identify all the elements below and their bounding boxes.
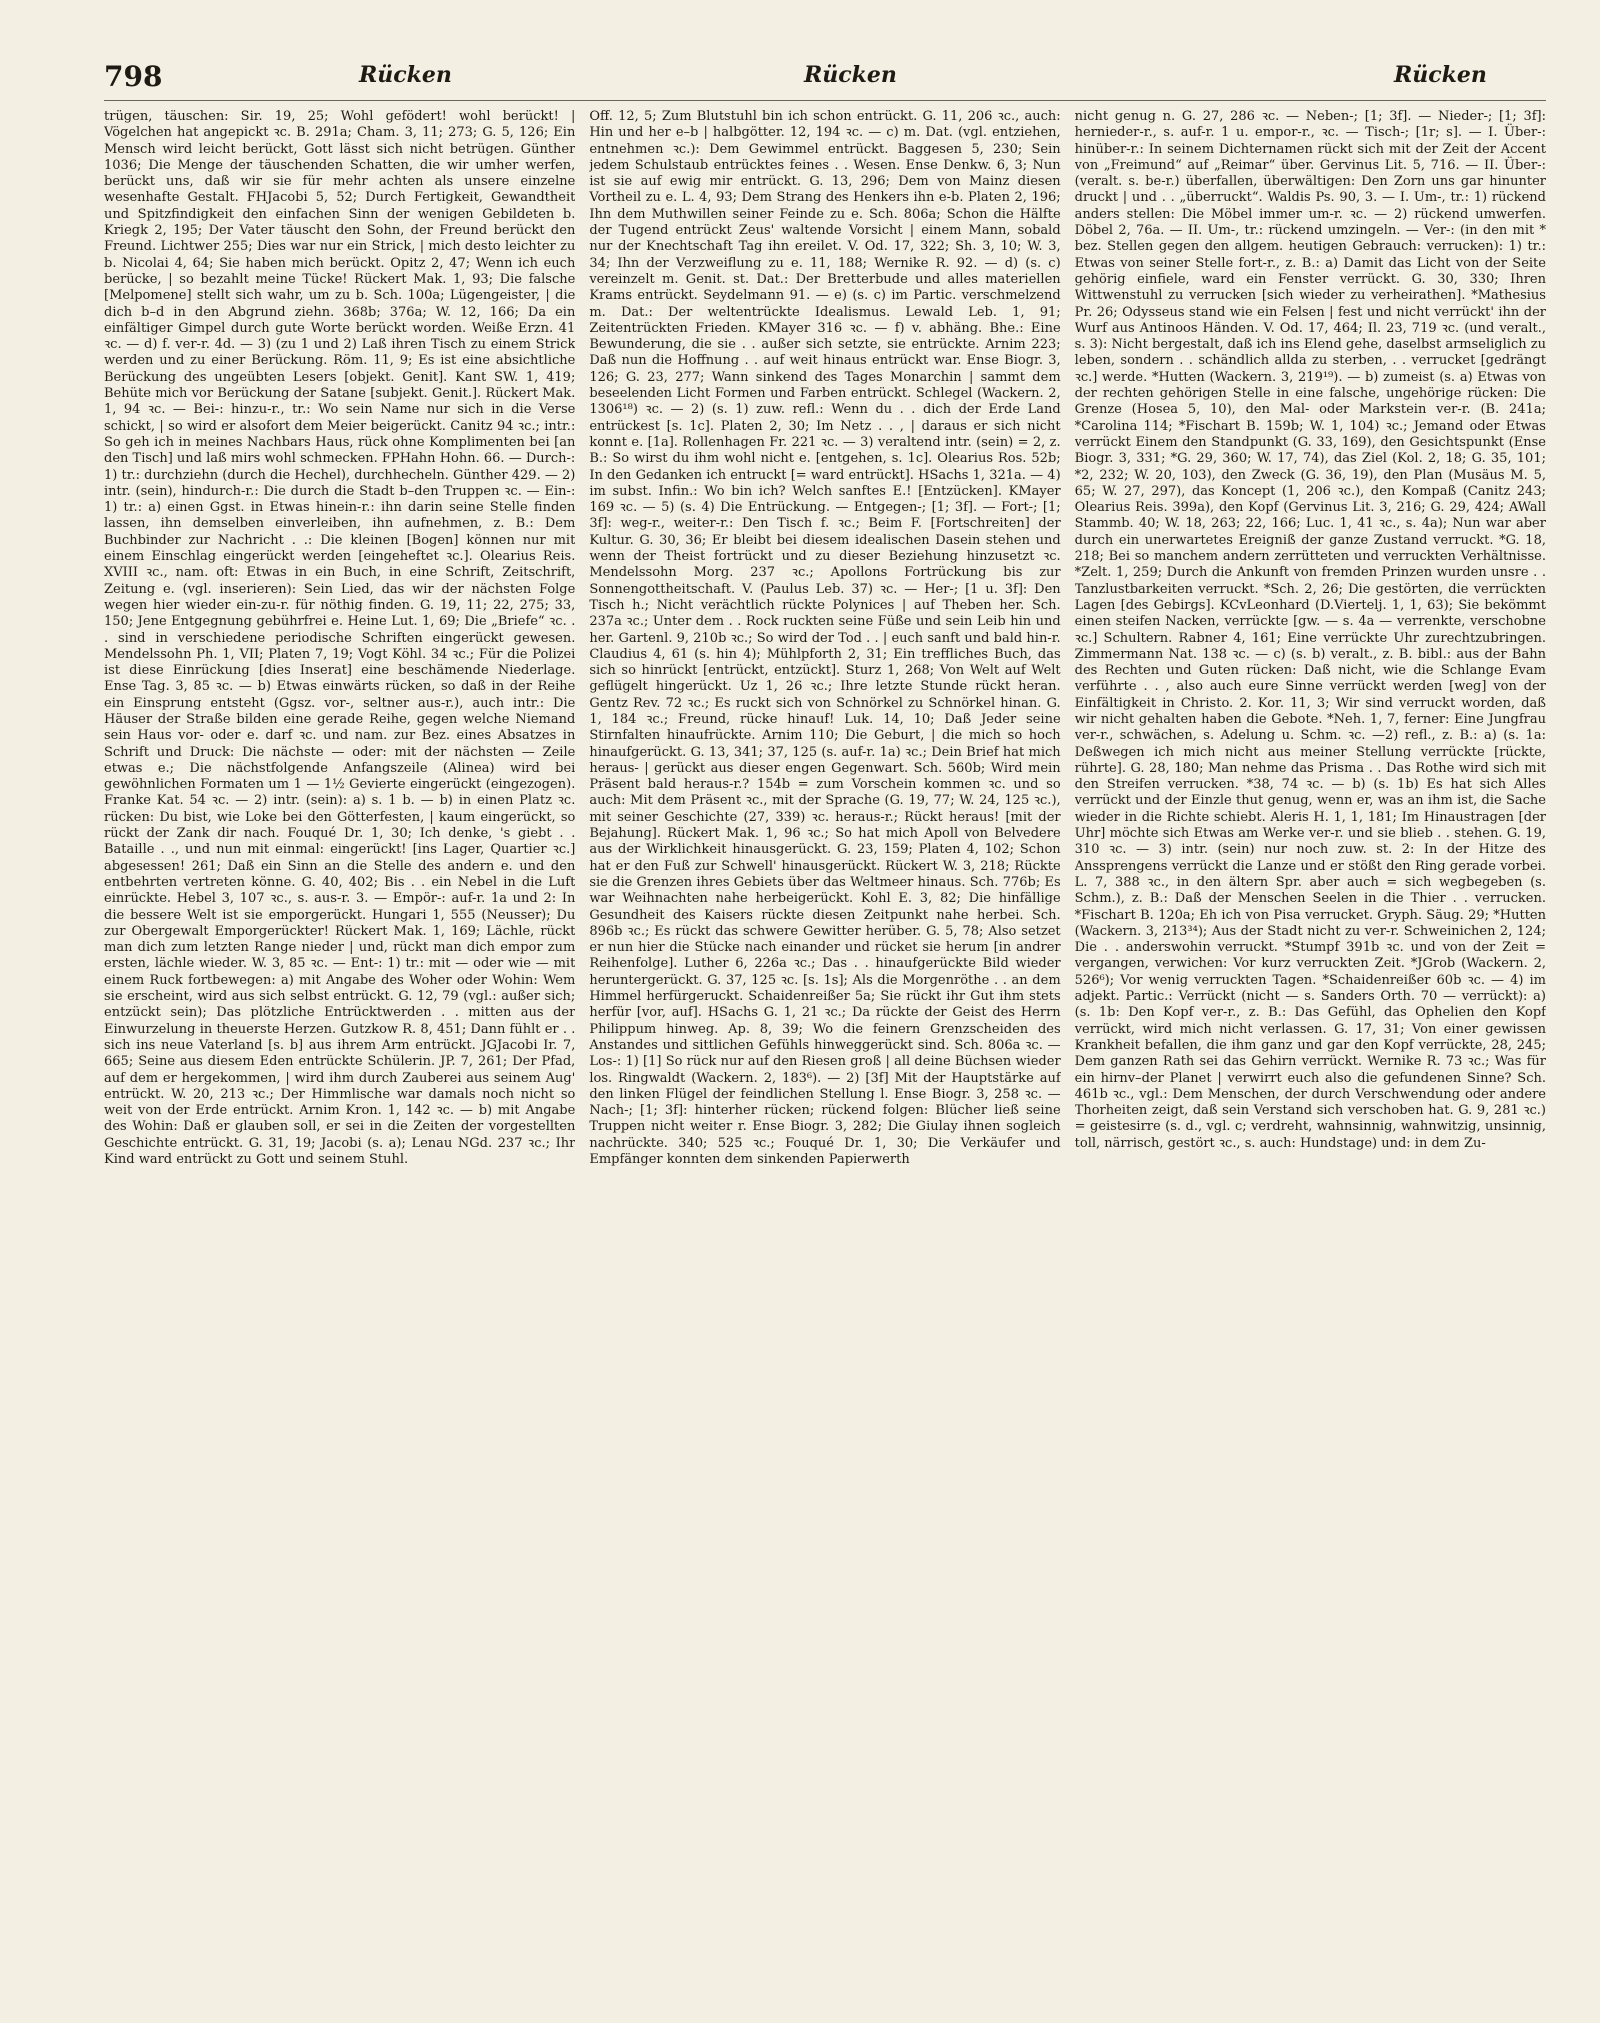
column-left-text: trügen, täuschen: Sir. 19, 25; Wohl gefödert! wohl berückt! | Vögelchen hat angepickt ꝛc. B. 291a; Cham. 3, 11; 273; G. 5, 126; Ein Mensch wird leicht berückt, Gott lässt sich nicht betrügen. Günther 1036; Die Menge der täuschenden Schatten, die wir umher werfen, berückt uns, daß wir sie für mehr achten als unsere einzelne wesenhafte Gestalt. FHJacobi 5, 52; Durch Fertigkeit, Gewandtheit und Spitzfindigkeit den einfachen Sinn der wenigen Gebildeten b. Kriegk 2, 195; Der Vater täuscht den Sohn, der Freund berückt den Freund. Lichtwer 255; Dies war nur ein Strick, | mich desto leichter zu b. Nicolai 4, 64; Sie haben mich berückt. Opitz 2, 47; Wenn ich euch berücke, | so bezahlt meine Tücke! Rückert Mak. 1, 93; Die falsche [Melpomene] stellt sich wahr, um zu b. Sch. 100a; Lügengeister, | die dich b–d in den Abgrund ziehn. 368b; 376a; W. 12, 166; Da ein einfältiger Gimpel durch gute Worte berückt worden. Weiße Erzn. 41 ꝛc. — d) f. ver-r. 4d. — 3) (zu 1 und 2) Laß ihren Tisch zu einem Strick werden und zu einer Berückung. Röm. 11, 9; Es ist eine absichtliche Berückung des ungeübten Lesers [objekt. Genit]. Kant SW. 1, 419; Behüte mich vor Berückung der Satane [subjekt. Genit.]. Rückert Mak. 1, 94 ꝛc. — Bei-: hinzu-r., tr.: Wo sein Name nur sich in die Verse schickt, | so wird er alsofort dem Meier beigerückt. Canitz 94 ꝛc.; intr.: So geh ich in meines Nachbars Haus, rück ohne Komplimenten bei [an den Tisch] und laß mirs wohl schmecken. FPHahn Hohn. 66. — Durch-: 1) tr.: durchziehn (durch die Hechel), durchhecheln. Günther 429. — 2) intr. (sein), hindurch-r.: Die durch die Stadt b–den Truppen ꝛc. — Ein-: 1) tr.: a) einen Ggst. in Etwas hinein-r.: ihn darin seine Stelle finden lassen, ihn demselben einverleiben, ihn aufnehmen, z. B.: Dem Buchbinder zur Nachricht . .: Die kleinen [Bogen] können nur mit einem Einschlag eingerückt werden [eingeheftet ꝛc.]. Olearius Reis. XVIII ꝛc., nam. oft: Etwas in ein Buch, in eine Schrift, Zeitschrift, Zeitung e. (vgl. inserieren): Sein Lied, das wir der nächsten Folge wegen hier wieder ein-zu-r. für nöthig finden. G. 19, 11; 22, 275; 33, 150; Jene Entgegnung gebührfrei e. Heine Lut. 1, 69; Die „Briefe“ ꝛc. . . sind in verschiedene periodische Schriften eingerückt gewesen. Mendelssohn Ph. 1, VII; Platen 7, 19; Vogt Köhl. 34 ꝛc.; Für die Polizei ist diese Einrückung [dies Inserat] eine beschämende Niederlage. Ense Tag. 3, 85 ꝛc. — b) Etwas einwärts rücken, so daß in der Reihe ein Einsprung entsteht (Ggsz. vor-, seltner aus-r.), auch intr.: Die Häuser der Straße bilden eine gerade Reihe, gegen welche Niemand sein Haus vor- oder e. darf ꝛc. und nam. zur Bez. eines Absatzes in Schrift und Druck: Die nächste — oder: mit der nächsten — Zeile etwas e.; Die nächstfolgende Anfangszeile (Alinea) wird bei gewöhnlichen Formaten um 1 — 1½ Gevierte eingerückt (eingezogen). Franke Kat. 54 ꝛc. — 2) intr. (sein): a) s. 1 b. — b) in einen Platz ꝛc. rücken: Du bist, wie Loke bei den Götterfesten, | kaum eingerückt, so rückt der Zank dir nach. Fouqué Dr. 1, 30; Ich denke, 's giebt . . Bataille . ., und nun mit einmal: eingerückt! [ins Lager, Quartier ꝛc.] abgesessen! 261; Daß ein Sinn an die Stelle des andern e. und den entbehrten vertreten könne. G. 40, 402; Bis . . ein Nebel in die Luft einrückte. Hebel 3, 107 ꝛc., s. aus-r. 3. — Empör-: auf-r. 1a und 2: In die bessere Welt ist sie emporgerückt. Hungari 1, 555 (Neusser); Du zur Obergewalt Emporgerückter! Rückert Mak. 1, 169; Lächle, rückt man dich zum letzten Range nieder | und, rückt man dich empor zum ersten, lächle wieder. W. 3, 85 ꝛc. — Ent-: 1) tr.: mit — oder wie — mit einem Ruck fortbewegen: a) mit Angabe des Woher oder Wohin: Wem sie erscheint, wird aus sich selbst entrückt. G. 12, 79 (vgl.: außer sich; entzückt sein); Das plötzliche Entrücktwerden . . mitten aus der Einwurzelung in theuerste Herzen. Gutzkow R. 8, 451; Dann fühlt er . . sich ins neue Vaterland [s. b] aus ihrem Arm entrückt. JGJacobi Ir. 7, 665; Seine aus diesem Eden entrückte Schülerin. JP. 7, 261; Der Pfad, auf dem er hergekommen, | wird ihm durch Zauberei aus seinem Aug' entrückt. W. 20, 213 ꝛc.; Der Himmlische war damals noch nicht so weit von der Erde entrückt. Arnim Kron. 1, 142 ꝛc. — b) mit Angabe des Wohin: Daß er glauben soll, er sei in die Zeiten der vorgestellten Geschichte entrückt. G. 31, 19; Jacobi (s. a); Lenau NGd. 237 ꝛc.; Ihr Kind ward entrückt zu Gott und seinem Stuhl.: [104, 109, 576, 1167]
text-columns: [104, 109, 1546, 1959]
running-head-center: Rücken: [804, 62, 897, 88]
page-number: 798: [104, 60, 163, 93]
running-head-right: Rücken: [1394, 62, 1487, 88]
running-head-left: Rücken: [359, 62, 452, 88]
column-right: [1075, 109, 1546, 1959]
column-middle-text: Off. 12, 5; Zum Blutstuhl bin ich schon entrückt. G. 11, 206 ꝛc., auch: Hin und her e–b | halbgötter. 12, 194 ꝛc. — c) m. Dat. (vgl. entziehen, entnehmen ꝛc.): Dem Gewimmel entrückt. Baggesen 5, 230; Sein jedem Schulstaub entrücktes feines . . Wesen. Ense Denkw. 6, 3; Nun ist sie auf ewig mir entrückt. G. 13, 296; Dem von Mainz diesen Vortheil zu e. L. 4, 93; Dem Strang des Henkers ihn e-b. Platen 2, 196; Ihn dem Muthwillen seiner Feinde zu e. Sch. 806a; Schon die Hälfte der Tugend entrückt Zeus' waltende Vorsicht | einem Mann, sobald nur der Knechtschaft Tag ihn ereilet. V. Od. 17, 322; Sh. 3, 10; W. 3, 34; Ihn der Verzweiflung zu e. 11, 188; Wernike R. 92. — d) (s. c) vereinzelt m. Genit. st. Dat.: Der Bretterbude und alles materiellen Krams entrückt. Seydelmann 91. — e) (s. c) im Partic. verschmelzend m. Dat.: Der weltentrückte Idealismus. Lewald Leb. 1, 91; Zeitentrückten Frieden. KMayer 316 ꝛc. — f) v. abhäng. Bhe.: Eine Bewunderung, die sie . . außer sich setzte, sie entrückte. Arnim 223; Daß nun die Hoffnung . . auf weit hinaus entrückt war. Ense Biogr. 3, 126; G. 23, 277; Wann sinkend des Tages Monarchin | sammt dem beseelenden Licht Formen und Farben entrückt. Schlegel (Wackern. 2, 1306¹⁸) ꝛc. — 2) (s. 1) zuw. refl.: Wenn du . . dich der Erde Land entrückest [s. 1c]. Platen 2, 30; Im Netz . . , | daraus er sich nicht konnt e. [1a]. Rollenhagen Fr. 221 ꝛc. — 3) veraltend intr. (sein) = 2, z. B.: So wirst du ihm wohl nicht e. [entgehen, s. 1c]. Olearius Ros. 52b; In den Gedanken ich entruckt [= ward entrückt]. HSachs 1, 321a. — 4) im subst. Infin.: Wo bin ich? Welch sanftes E.! [Entzücken]. KMayer 169 ꝛc. — 5) (s. 4) Die Entrückung. — Entgegen-; [1; 3f]. — Fort-; [1; 3f]: weg-r., weiter-r.: Den Tisch f. ꝛc.; Beim F. [Fortschreiten] der Kultur. G. 30, 36; Er bleibt bei diesem idealischen Dasein stehen und wenn der Theist fortrückt und zu dieser Beziehung hinzusetzt ꝛc. Mendelssohn Morg. 237 ꝛc.; Apollons Fortrückung bis zur Sonnengottheitschaft. V. (Paulus Leb. 37) ꝛc. — Her-; [1 u. 3f]: Den Tisch h.; Nicht verächtlich rückte Polynices | auf Theben her. Sch. 237a ꝛc.; Unter dem . . Rock ruckten seine Füße und sein Leib hin und her. Gartenl. 9, 210b ꝛc.; So wird der Tod . . | euch sanft und bald hin-r. Claudius 4, 61 (s. hin 4); Mühlpforth 2, 31; Ein treffliches Buch, das sich so hinrückt [entrückt, entzückt]. Sturz 1, 268; Von Welt auf Welt geflügelt hingerückt. Uz 1, 26 ꝛc.; Ihre letzte Stunde rückt heran. Gentz Rev. 72 ꝛc.; Es ruckt sich von Schnörkel zu Schnörkel hinan. G. 1, 184 ꝛc.; Freund, rücke hinauf! Luk. 14, 10; Daß Jeder seine Stirnfalten hinaufrückte. Arnim 110; Die Geburt, | die mich so hoch hinaufgerückt. G. 13, 341; 37, 125 (s. auf-r. 1a) ꝛc.; Dein Brief hat mich heraus- | gerückt aus dieser engen Gegenwart. Sch. 560b; Wird mein Präsent bald heraus-r.? 154b = zum Vorschein kommen ꝛc. und so auch: Mit dem Präsent ꝛc., mit der Sprache (G. 19, 77; W. 24, 125 ꝛc.), mit seiner Geschichte (27, 339) ꝛc. heraus-r.; Rückt heraus! [mit der Bejahung]. Rückert Mak. 1, 96 ꝛc.; So hat mich Apoll von Belvedere aus der Wirklichkeit hinausgerückt. G. 23, 159; Platen 4, 102; Schon hat er den Fuß zur Schwell' hinausgerückt. Rückert W. 3, 218; Rückte sie die Grenzen ihres Gebiets über das Weltmeer hinaus. Sch. 776b; Es war Weihnachten nahe herbeigerückt. Kohl E. 3, 82; Die hinfällige Gesundheit des Kaisers rückte diesen Zeitpunkt nahe herbei. Sch. 896b ꝛc.; Es rückt das schwere Gewitter herüber. G. 5, 78; Also setzet er nun hier die Stücke nach einander und rücket sie herum [in andrer Reihenfolge]. Luther 6, 226a ꝛc.; Das . . hinaufgerückte Bild wieder heruntergerückt. G. 37, 125 ꝛc. [s. 1s]; Als die Morgenröthe . . an dem Himmel herfürgeruckt. Schaidenreißer 5a; Sie rückt ihr Gut ihm stets herfür [vor, auf]. HSachs G. 1, 21 ꝛc.; Da rückte der Geist des Herrn Philippum hinweg. Ap. 8, 39; Wo die feinern Grenzscheiden des Anstandes und sittlichen Gefühls hinweggerückt sind. Sch. 806a ꝛc. — Los-: 1) [1] So rück nur auf den Riesen groß | all deine Büchsen wieder los. Ringwaldt (Wackern. 2, 183⁶). — 2) [3f] Mit der Hauptstärke auf den linken Flügel der feindlichen Stellung l. Ense Biogr. 3, 258 ꝛc. — Nach-; [1; 3f]: hinterher rücken; rückend folgen: Blücher ließ seine Truppen nicht weiter r. Ense Biogr. 3, 282; Die Giulay ihnen sogleich nachrückte. 340; 525 ꝛc.; Fouqué Dr. 1, 30; Die Verkäufer und Empfänger konnten dem sinkenden Papierwerth: [589, 109, 1061, 1167]
column-right-text: nicht genug n. G. 27, 286 ꝛc. — Neben-; [1; 3f]. — Nieder-; [1; 3f]: hernieder-r., s. auf-r. 1 u. empor-r., ꝛc. — Tisch-; [1r; s]. — I. Über-: hinüber-r.: In seinem Dichternamen rückt sich mit der Zeit der Accent von „Freimund“ auf „Reimar“ über. Gervinus Lit. 5, 716. — II. Über-: (veralt. s. be-r.) überfallen, überwältigen: Den Zorn uns gar hinunter druckt | und . . „überruckt“. Waldis Ps. 90, 3. — I. Um-, tr.: 1) rückend anders stellen: Die Möbel immer um-r. ꝛc. — 2) rückend umwerfen. Döbel 2, 76a. — II. Um-, tr.: rückend umzingeln. — Ver-: (in den mit * bez. Stellen gegen den allgem. heutigen Gebrauch: verrucken): 1) tr.: Etwas von seiner Stelle fort-r., z. B.: a) Damit das Licht von der Seite gehörig einfiele, ward ein Fenster verrückt. G. 30, 330; Ihren Wittwenstuhl zu verrucken [sich wieder zu verheirathen]. *Mathesius Pr. 26; Odysseus stand wie ein Felsen | fest und nicht verrückt' ihn der Wurf aus Antinoos Händen. V. Od. 17, 464; Il. 23, 719 ꝛc. (und veralt., s. 3): Nicht bergestalt, daß ich ins Elend gehe, daselbst armseliglich zu leben, sondern . . schändlich allda zu sterben, . . verrucket [gedrängt ꝛc.] werde. *Hutten (Wackern. 3, 219¹⁹). — b) zumeist (s. a) Etwas von der rechten gehörigen Stelle in eine falsche, ungehörige rücken: Die Grenze (Hosea 5, 10), den Mal- oder Markstein ver-r. (B. 241a; *Carolina 114; *Fischart B. 159b; W. 1, 104) ꝛc.; Jemand oder Etwas verrückt Einem den Standpunkt (G. 33, 169), den Gesichtspunkt (Ense Biogr. 3, 331; *G. 29, 360; W. 17, 74), das Ziel (Kol. 2, 18; G. 35, 101; *2, 232; W. 20, 103), den Zweck (G. 36, 19), den Plan (Musäus M. 5, 65; W. 27, 297), das Koncept (1, 206 ꝛc.), den Kompaß (Canitz 243; Olearius Reis. 399a), den Kopf (Gervinus Lit. 3, 216; G. 29, 424; AWall Stammb. 40; W. 18, 263; 22, 166; Luc. 1, 41 ꝛc., s. 4a); Nun war aber durch ein unerwartetes Ereigniß der ganze Zustand verruckt. *G. 18, 218; Bei so manchem andern zerrütteten und verruckten Verhältnisse. *Zelt. 1, 259; Durch die Ankunft von fremden Prinzen wurden unsre . . Tanzlustbarkeiten verruckt. *Sch. 2, 26; Die gestörten, die verrückten Lagen [des Gebirgs]. KCvLeonhard (D.Viertelj. 1, 1, 63); Sie bekömmt einen steifen Nacken, verrückte [gw. — s. 4a — verrenkte, verschobne ꝛc.] Schultern. Rabner 4, 161; Eine verrückte Uhr zurechtzubringen. Zimmermann Nat. 138 ꝛc. — c) (s. b) veralt., z. B. bibl.: aus der Bahn des Rechten und Guten rücken: Daß nicht, wie die Schlange Evam verführte . . , also auch eure Sinne verrückt werden [weg] von der Einfältigkeit in Christo. 2. Kor. 11, 3; Wir sind verruckt worden, daß wir nicht gehalten haben die Gebote. *Neh. 1, 7, ferner: Eine Jungfrau ver-r., schwächen, s. Adelung u. Schm. ꝛc. —2) refl., z. B.: a) (s. 1a: Deßwegen ich mich nicht aus meiner Stellung verrückte [rückte, rührte]. G. 28, 180; Man nehme das Prisma . . Das Rothe wird sich mit den Streifen verrucken. *38, 74 ꝛc. — b) (s. 1b) Es hat sich Alles verrückt und der Einzle thut genug, wenn er, was an ihm ist, die Sache wieder in die Richte schiebt. Aleris H. 1, 1, 181; Im Hinaustragen [der Uhr] möchte sich Etwas am Werke ver-r. und sie blieb . . stehen. G. 19, 310 ꝛc. — 3) intr. (sein) nur noch zuw. st. 2: In der Hitze des Anssprengens verrückt die Lanze und er stößt den Ring gerade vorbei. L. 7, 388 ꝛc., in den ältern Spr. aber auch = sich wegbegeben (s. Schm.), z. B.: Daß der Menschen Seelen in die Thier . . verrucken. *Fischart B. 120a; Eh ich von Pisa verrucket. Gryph. Säug. 29; *Hutten (Wackern. 3, 213³⁴); Aus der Stadt nicht zu ver-r. Schweinichen 2, 124; Die . . anderswohin verruckt. *Stumpf 391b ꝛc. und von der Zeit = vergangen, verwichen: Vor kurz verruckten Zeit. *JGrob (Wackern. 2, 526⁶); Vor wenig verruckten Tagen. *Schaidenreißer 60b ꝛc. — 4) im adjekt. Partic.: Verrückt (nicht — s. Sanders Orth. 70 — verrückt): a) (s. 1b: Den Kopf ver-r., z. B.: Das Gefühl, das Ophelien den Kopf verrückt, wird mich nicht verlassen. G. 17, 31; Von einer gewissen Krankheit befallen, die ihm ganz und gar den Kopf verrückte, 28, 245; Dem ganzen Rath sei das Gehirn verrückt. Wernike R. 73 ꝛc.; Was für ein hirnv–der Planet | verwirrt euch also die gefundenen Sinne? Sch. 461b ꝛc., vgl.: Dem Menschen, der durch Verschwendung oder andere Thorheiten zeigt, daß sein Verstand sich verschoben hat. G. 9, 281 ꝛc.) = geistesirre (s. d., vgl. c; verdreht, wahnsinnig, wahnwitzig, unsinnig, toll, närrisch, gestört ꝛc., s. auch: Hundstage) und: in dem Zu-: [1074, 109, 1546, 1151]
column-left: [104, 109, 575, 1959]
column-middle: [589, 109, 1060, 1959]
running-header: [104, 52, 1546, 101]
